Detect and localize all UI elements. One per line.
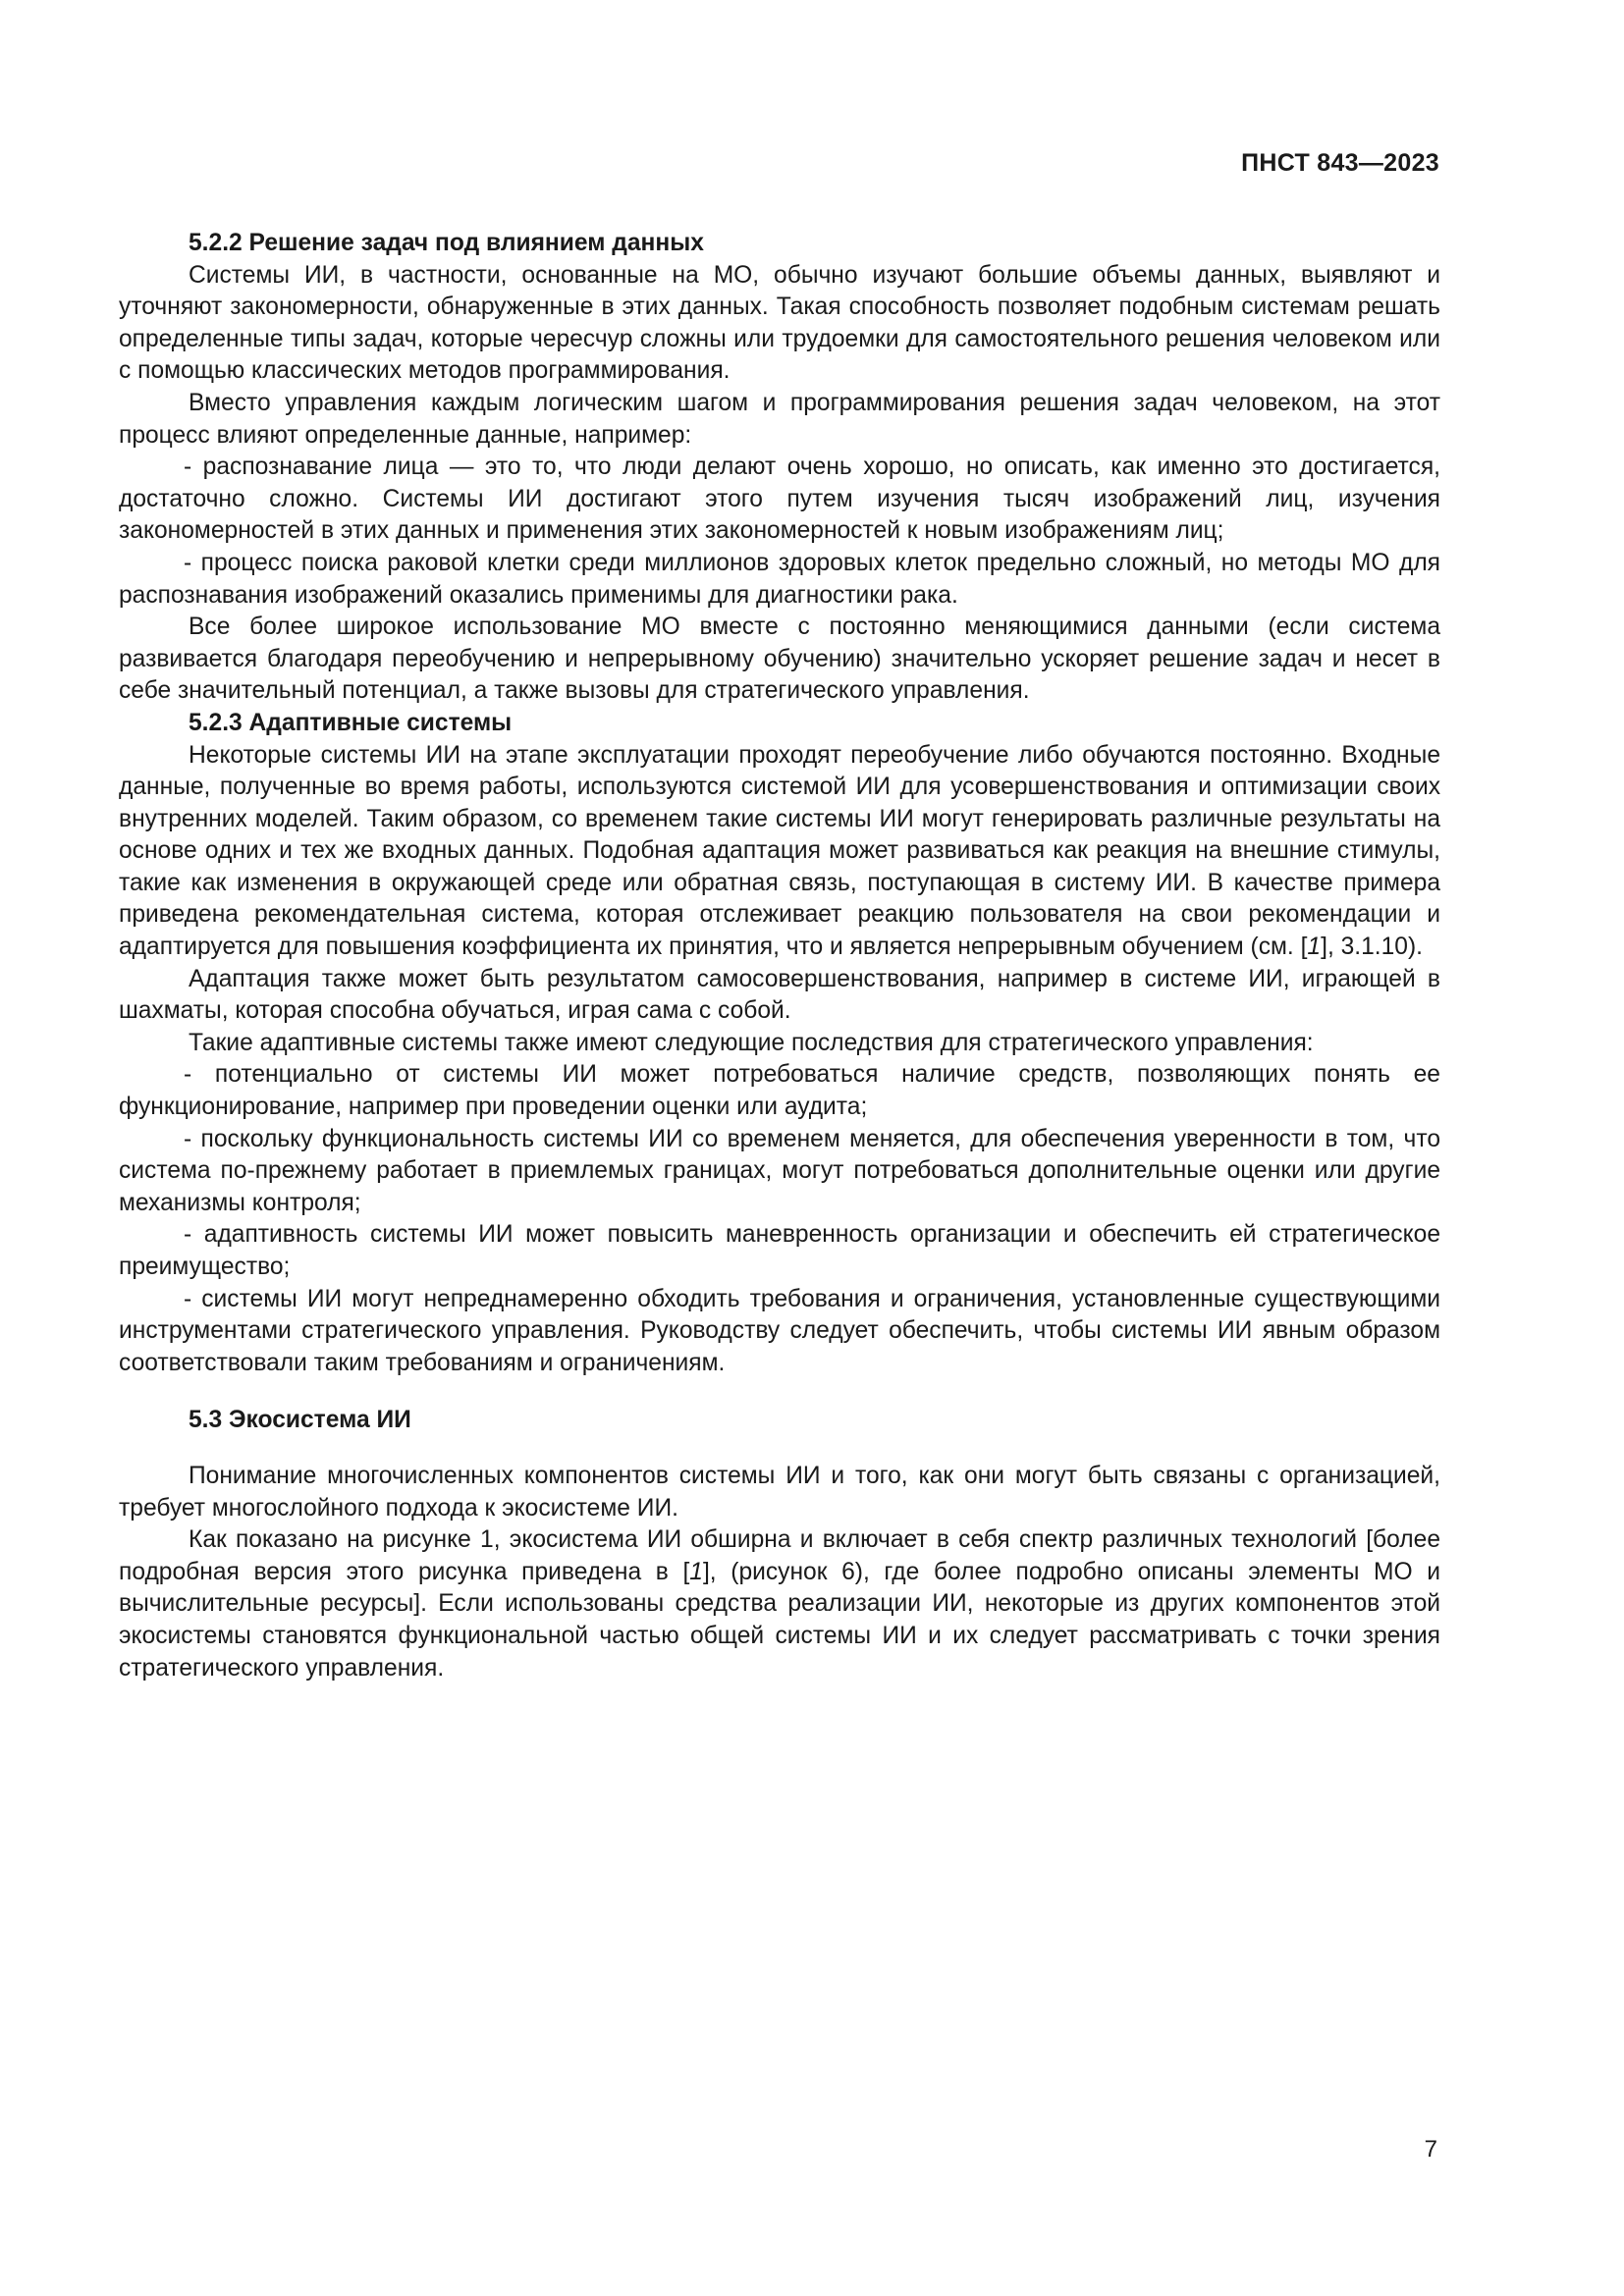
list-item: - потенциально от системы ИИ может потребоваться наличие средств, позволяющих понять ее функционирование, например при проведении оценки или аудита; <box>119 1061 1440 1121</box>
paragraph: Вместо управления каждым логическим шагом и программирования решения задач человеком, на этот процесс влияют определенные данные, например: <box>119 389 1440 449</box>
page-number: 7 <box>1424 2136 1437 2163</box>
paragraph: Такие адаптивные системы также имеют следующие последствия для стратегического управления: <box>189 1029 1314 1056</box>
section-heading-5-3: 5.3 Экосистема ИИ <box>189 1407 411 1434</box>
paragraph <box>119 1524 1440 1684</box>
paragraph: Адаптация также может быть результатом самосовершенствования, например в системе ИИ, играющей в шахматы, которая способна обучаться, играя сама с собой. <box>119 965 1440 1025</box>
document-code: ПНСТ 843—2023 <box>1241 149 1439 177</box>
document-body <box>119 228 1440 1684</box>
section-heading-5-2-2: 5.2.2 Решение задач под влиянием данных <box>189 230 704 256</box>
paragraph-text: ], (рисунок 6), где более подробно описаны элементы МО и вычислительные ресурсы]. Если использованы средства реализации ИИ, некоторые из других компонентов этой экосистемы становятся функциональной частью общей системы ИИ и их следует рассматривать с точки зрения стратегического управления. <box>119 1558 1440 1682</box>
reference-number: 1 <box>1307 934 1322 961</box>
paragraph-text: ], 3.1.10). <box>1321 934 1424 961</box>
paragraph-text: Как показано на рисунке 1, экосистема ИИ обширна и включает в себя спектр различных технологий [более подробная версия этого рисунка приведена в [ <box>119 1526 1440 1585</box>
paragraph: Системы ИИ, в частности, основанные на МО, обычно изучают большие объемы данных, выявляют и уточняют закономерности, обнаруженные в этих данных. Такая способность позволяет подобным системам решать определенные типы задач, которые чересчур сложны или трудоемки для самостоятельного решения человеком или с помощью классических методов программирования. <box>119 261 1440 385</box>
list-item: - поскольку функциональность системы ИИ со временем меняется, для обеспечения уверенности в том, что система по-прежнему работает в приемлемых границах, могут потребоваться дополнительные оценки или другие механизмы контроля; <box>119 1125 1440 1216</box>
paragraph <box>119 740 1440 964</box>
list-item: - адаптивность системы ИИ может повысить маневренность организации и обеспечить ей стратегическое преимущество; <box>119 1221 1440 1280</box>
paragraph-text: Некоторые системы ИИ на этапе эксплуатации проходят переобучение либо обучаются постоянно. Входные данные, полученные во время работы, используются системой ИИ для усовершенствования и оптимизации своих внутренних моделей. Таким образом, со временем такие системы ИИ могут генерировать различные результаты на основе одних и тех же входных данных. Подобная адаптация может развиваться как реакция на внешние стимулы, такие как изменения в окружающей среде или обратная связь, поступающая в систему ИИ. В качестве примера приведена рекомендательная система, которая отслеживает реакцию пользователя на свои рекомендации и адаптируется для повышения коэффициента их принятия, что и является непрерывным обучением (см. [ <box>119 741 1440 961</box>
paragraph: Понимание многочисленных компонентов системы ИИ и того, как они могут быть связаны с организацией, требует многослойного подхода к экосистеме ИИ. <box>119 1462 1440 1522</box>
list-item: - процесс поиска раковой клетки среди миллионов здоровых клеток предельно сложный, но методы МО для распознавания изображений оказались применимы для диагностики рака. <box>119 549 1440 609</box>
section-heading-5-2-3: 5.2.3 Адаптивные системы <box>189 709 513 736</box>
list-item: - системы ИИ могут непреднамеренно обходить требования и ограничения, установленные существующими инструментами стратегического управления. Руководству следует обеспечить, чтобы системы ИИ явным образом соответствовали таким требованиям и ограничениям. <box>119 1285 1440 1376</box>
paragraph: Все более широкое использование МО вместе с постоянно меняющимися данными (если система развивается благодаря переобучению и непрерывному обучению) значительно ускоряет решение задач и несет в себе значительный потенциал, а также вызовы для стратегического управления. <box>119 614 1440 705</box>
reference-number: 1 <box>689 1558 703 1585</box>
list-item: - распознавание лица — это то, что люди делают очень хорошо, но описать, как именно это достигается, достаточно сложно. Системы ИИ достигают этого путем изучения тысяч изображений лиц, изучения закономерностей в этих данных и применения этих закономерностей к новым изображениям лиц; <box>119 454 1440 545</box>
